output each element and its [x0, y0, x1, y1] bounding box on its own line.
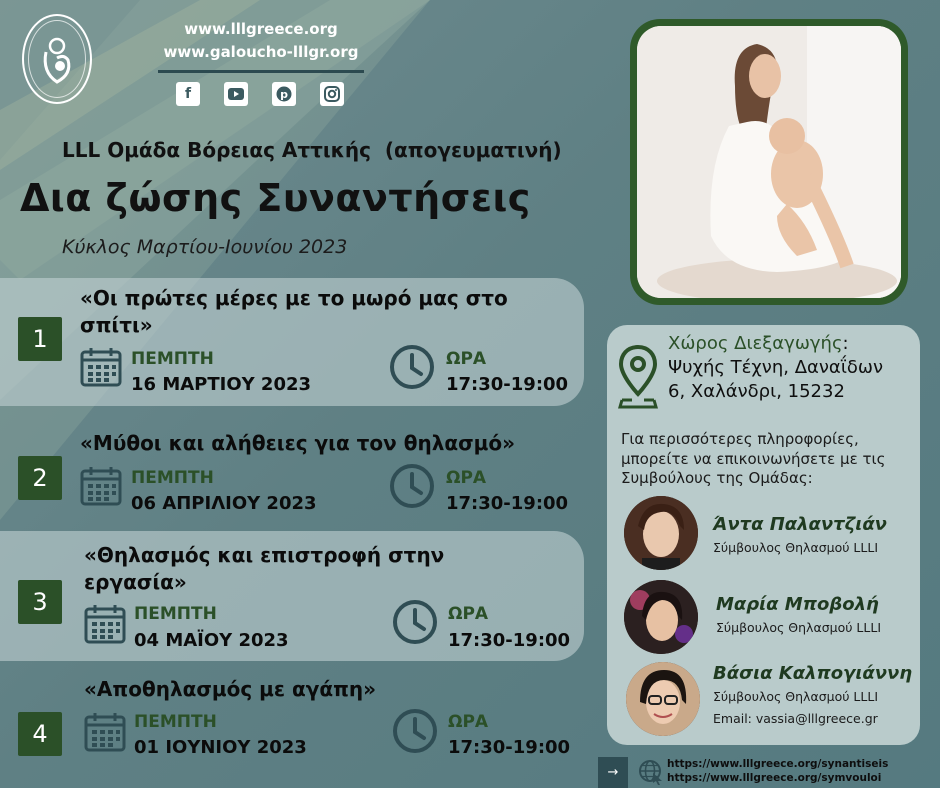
website-link-lllgreece[interactable]: www.lllgreece.org — [184, 20, 338, 38]
clock-icon — [388, 343, 436, 391]
calendar-icon — [80, 466, 122, 506]
event-2-title: «Μύθοι και αλήθειες για τον θηλασμό» — [80, 431, 516, 455]
event-1-title-line1: «Οι πρώτες μέρες με το μωρό μας στο — [80, 286, 508, 310]
consultant-3-email[interactable]: Email: vassia@lllgreece.gr — [713, 711, 878, 726]
pinterest-icon[interactable] — [272, 82, 296, 106]
svg-text:p: p — [280, 88, 288, 101]
event-1-number: 1 — [18, 317, 62, 361]
facebook-icon[interactable]: f — [176, 82, 200, 106]
consultant-2-name: Μαρία Μποβολή — [716, 594, 879, 615]
avatar — [624, 496, 698, 570]
link-symvouloi[interactable]: https://www.lllgreece.org/symvouloi — [667, 772, 882, 784]
location-pin-icon — [618, 344, 658, 410]
event-1-time-label: ΩΡΑ — [446, 349, 487, 369]
contact-info-text: Για περισσότερες πληροφορίες, μπορείτε να επικοινωνήσετε με τις Συμβούλους της Ομάδας: — [621, 430, 886, 487]
avatar — [624, 580, 698, 654]
event-2-time-label: ΩΡΑ — [446, 468, 487, 488]
event-3-title-line1: «Θηλασμός και επιστροφή στην — [84, 543, 445, 567]
event-4-title: «Αποθηλασμός με αγάπη» — [84, 677, 377, 701]
mother-baby-logo-icon — [24, 16, 90, 102]
event-4-number: 4 — [18, 712, 62, 756]
arrow-button[interactable]: → — [598, 757, 628, 788]
event-3-time-label: ΩΡΑ — [448, 604, 489, 624]
globe-cursor-icon — [638, 759, 664, 785]
event-4-day-label: ΠΕΜΠΤΗ — [134, 712, 217, 732]
photo-frame — [630, 19, 908, 305]
venue-label: Χώρος Διεξαγωγής: — [668, 333, 849, 354]
event-4-time-label: ΩΡΑ — [448, 712, 489, 732]
calendar-icon — [80, 347, 122, 387]
event-3-number: 3 — [18, 580, 62, 624]
event-1-title-line2: σπίτι» — [80, 313, 153, 337]
mother-breastfeeding-photo — [637, 26, 901, 298]
event-2-date: 06 ΑΠΡΙΛΙΟΥ 2023 — [131, 493, 317, 514]
youtube-icon[interactable] — [224, 82, 248, 106]
page-title: Δια ζώσης Συναντήσεις — [20, 176, 531, 220]
clock-icon — [391, 707, 439, 755]
event-1-day-label: ΠΕΜΠΤΗ — [131, 349, 214, 369]
consultant-3-name: Βάσια Καλπογιάννη — [713, 663, 913, 684]
event-4-date: 01 ΙΟΥΝΙΟΥ 2023 — [134, 737, 307, 758]
clock-icon — [388, 462, 436, 510]
event-2-number: 2 — [18, 456, 62, 500]
event-3-day-label: ΠΕΜΠΤΗ — [134, 604, 217, 624]
event-4-time: 17:30-19:00 — [448, 737, 571, 758]
venue-address: Ψυχής Τέχνη, Δαναΐδων 6, Χαλάνδρι, 15232 — [668, 357, 884, 402]
consultant-3-role: Σύμβουλος Θηλασμού LLLI — [713, 689, 879, 704]
lll-logo — [22, 14, 92, 104]
consultant-1-name: Άντα Παλαντζιάν — [713, 514, 887, 535]
event-3-time: 17:30-19:00 — [448, 630, 571, 651]
avatar — [626, 662, 700, 736]
calendar-icon — [84, 712, 126, 752]
event-1-time: 17:30-19:00 — [446, 374, 569, 395]
header-divider — [158, 70, 364, 73]
event-2-day-label: ΠΕΜΠΤΗ — [131, 468, 214, 488]
event-2-time: 17:30-19:00 — [446, 493, 569, 514]
instagram-icon[interactable] — [320, 82, 344, 106]
website-link-galoucho[interactable]: www.galoucho-lllgr.org — [163, 43, 359, 61]
clock-icon — [391, 598, 439, 646]
cycle-subtitle: Κύκλος Μαρτίου-Ιουνίου 2023 — [62, 236, 348, 258]
consultant-2-role: Σύμβουλος Θηλασμού LLLI — [716, 620, 882, 635]
event-3-title-line2: εργασία» — [84, 570, 187, 594]
calendar-icon — [84, 604, 126, 644]
event-3-date: 04 ΜΑΪΟΥ 2023 — [134, 630, 289, 651]
event-1-date: 16 ΜΑΡΤΙΟΥ 2023 — [131, 374, 312, 395]
consultant-1-role: Σύμβουλος Θηλασμού LLLI — [713, 540, 879, 555]
link-synantiseis[interactable]: https://www.lllgreece.org/synantiseis — [667, 758, 889, 770]
group-name: LLL Ομάδα Βόρειας Αττικής (απογευματινή) — [62, 138, 562, 162]
